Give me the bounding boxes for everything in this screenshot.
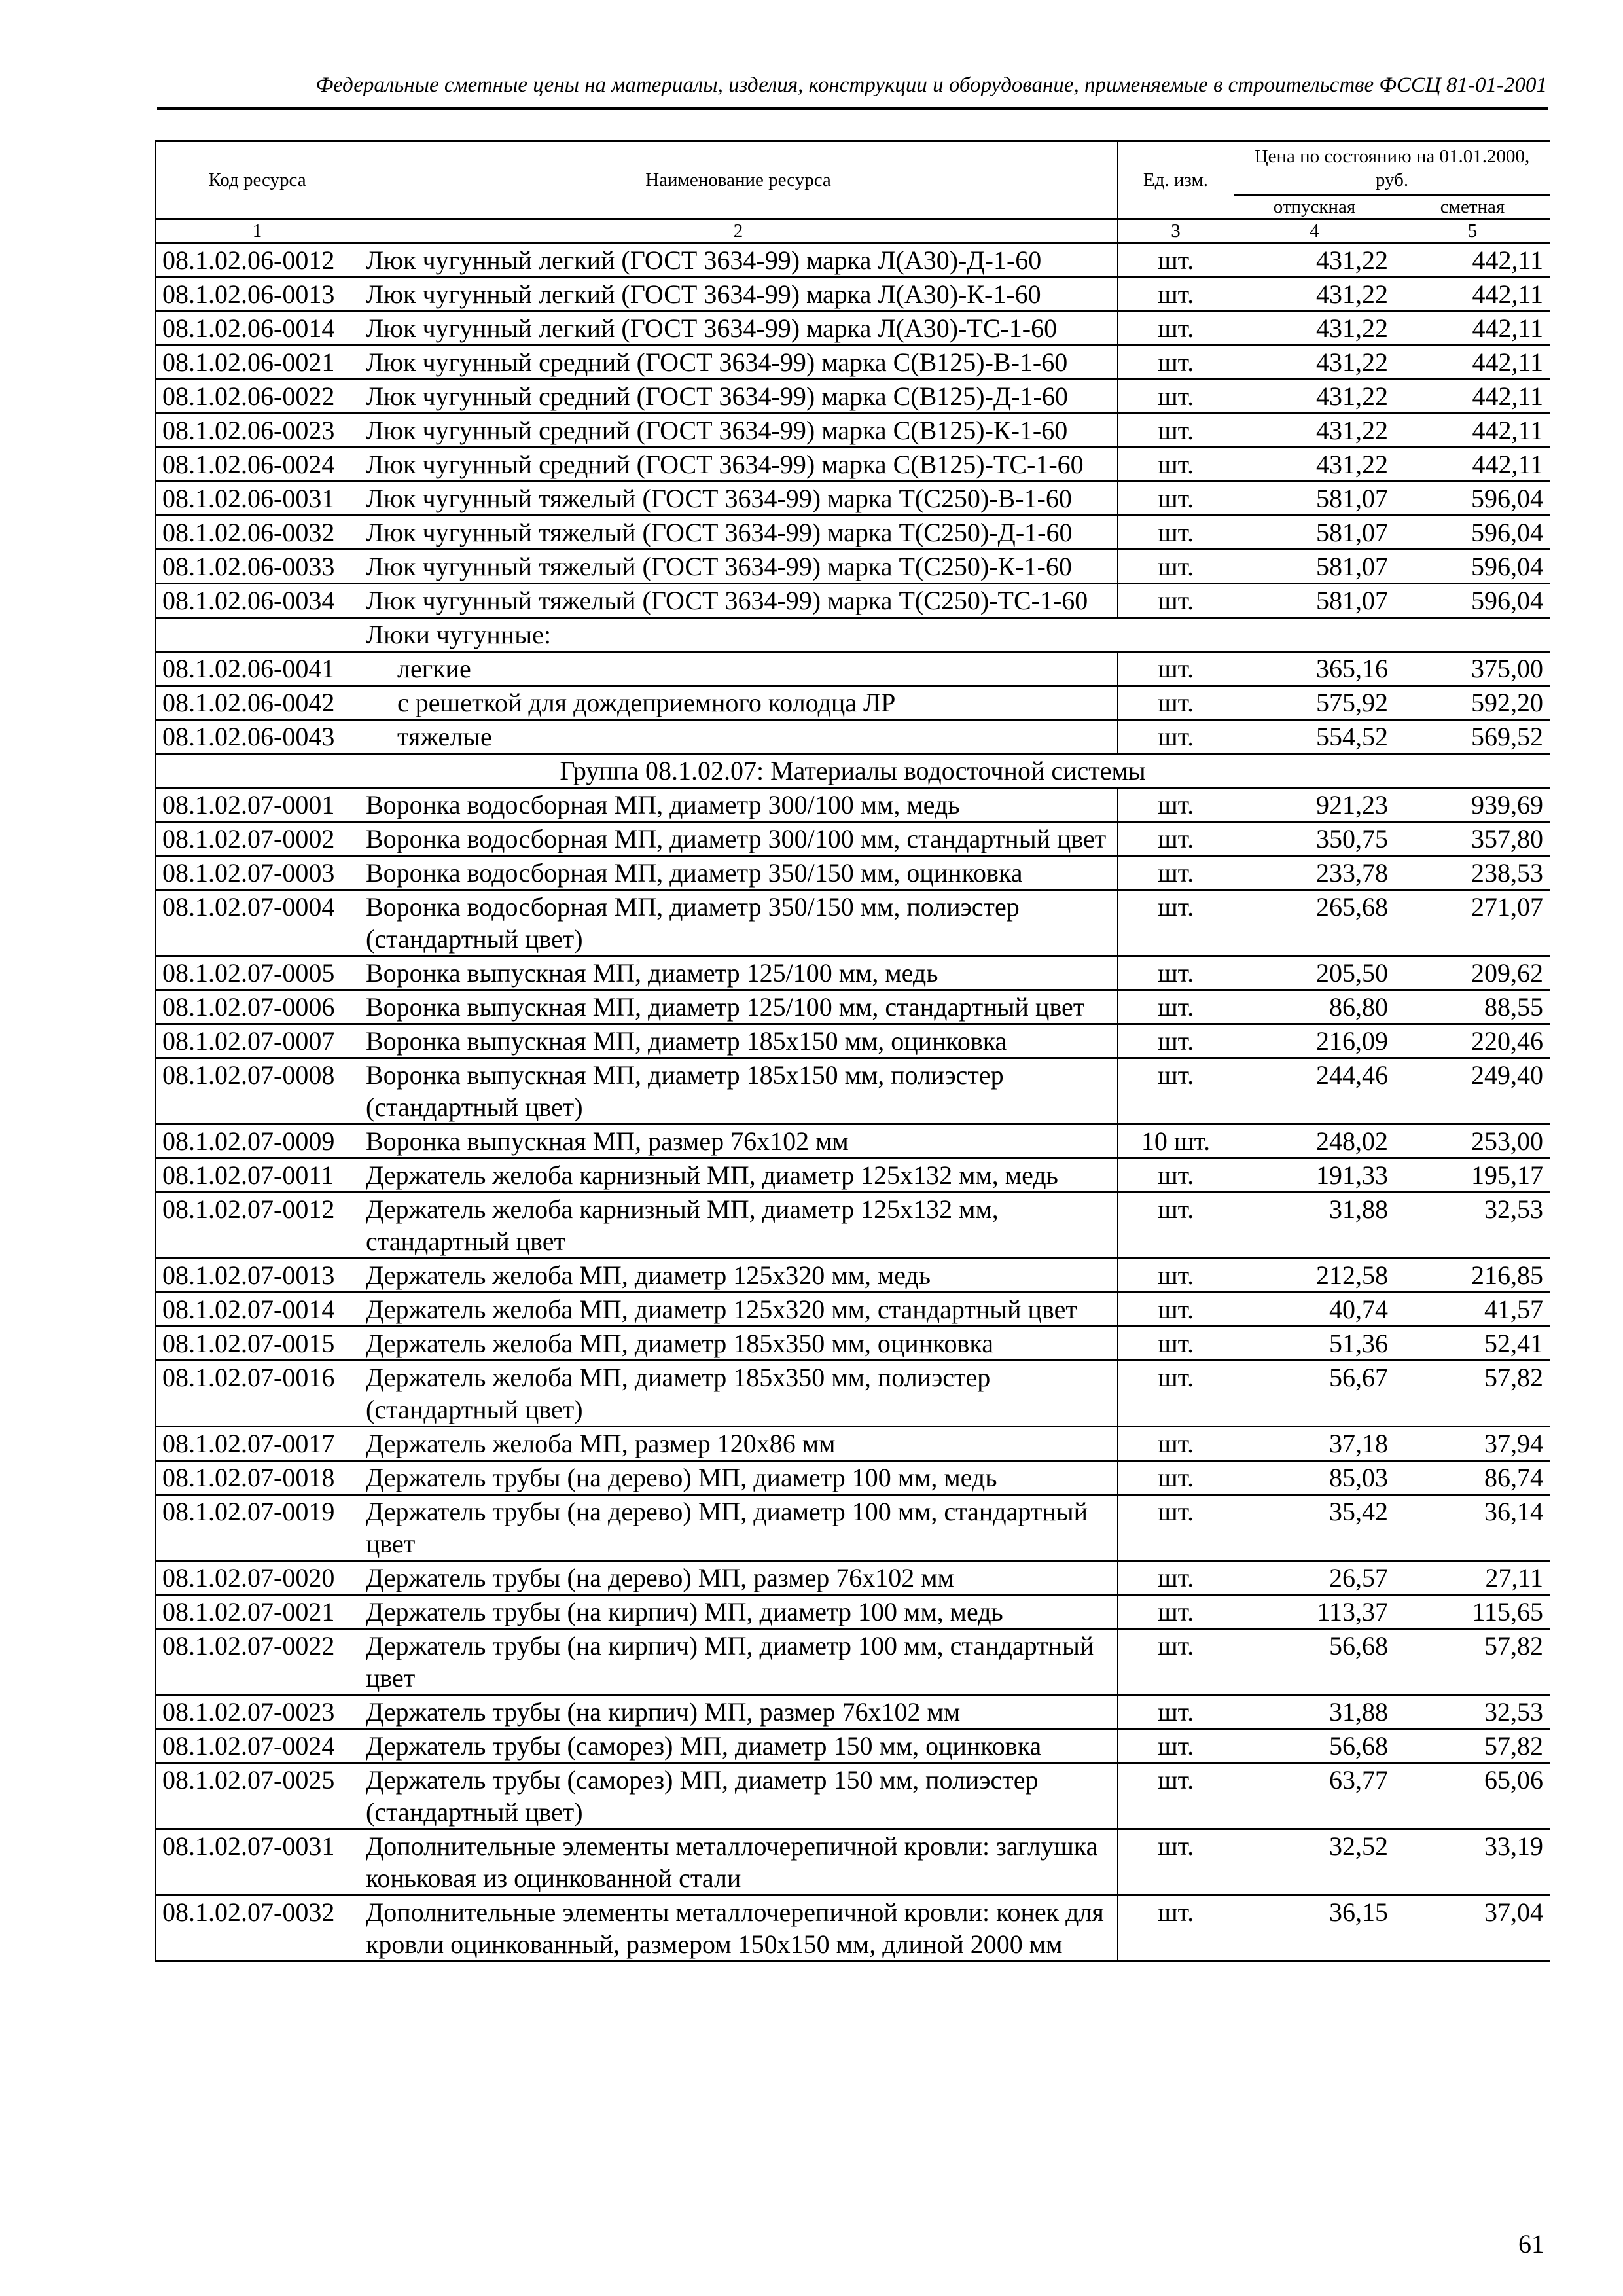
resource-name: Люк чугунный средний (ГОСТ 3634-99) марка С(В125)-В-1-60 [359,346,1118,380]
estimate-price: 32,53 [1395,1193,1550,1259]
table-row [156,1259,1550,1293]
table-row [156,1495,1550,1561]
resource-code: 08.1.02.07-0024 [156,1729,359,1763]
release-price: 554,52 [1234,720,1395,754]
unit: шт. [1118,380,1234,414]
estimate-price: 592,20 [1395,686,1550,720]
resource-name: Люк чугунный средний (ГОСТ 3634-99) марка С(В125)-К-1-60 [359,414,1118,448]
unit: шт. [1118,516,1234,550]
resource-code: 08.1.02.07-0012 [156,1193,359,1259]
resource-name: Держатель трубы (на дерево) МП, размер 76х102 мм [359,1561,1118,1595]
resource-code: 08.1.02.06-0032 [156,516,359,550]
header-unit: Ед. изм. [1118,141,1234,219]
column-numbers-row [156,219,1550,243]
estimate-price: 220,46 [1395,1024,1550,1058]
resource-code: 08.1.02.07-0005 [156,956,359,990]
resource-code: 08.1.02.07-0025 [156,1763,359,1829]
estimate-price: 442,11 [1395,278,1550,312]
table-row [156,414,1550,448]
resource-name: Держатель желоба карнизный МП, диаметр 125х132 мм, стандартный цвет [359,1193,1118,1259]
resource-code: 08.1.02.06-0021 [156,346,359,380]
estimate-price: 57,82 [1395,1361,1550,1427]
release-price: 581,07 [1234,516,1395,550]
table-row [156,956,1550,990]
resource-name: с решеткой для дождеприемного колодца ЛР [359,686,1118,720]
header-release-price: отпускная [1234,195,1395,219]
release-price: 233,78 [1234,856,1395,890]
release-price: 63,77 [1234,1763,1395,1829]
release-price: 37,18 [1234,1427,1395,1461]
unit: шт. [1118,346,1234,380]
estimate-price: 33,19 [1395,1829,1550,1895]
resource-name: Воронка водосборная МП, диаметр 350/150 мм, полиэстер (стандартный цвет) [359,890,1118,956]
resource-name: Держатель трубы (на кирпич) МП, диаметр 100 мм, стандартный цвет [359,1629,1118,1695]
estimate-price: 195,17 [1395,1158,1550,1193]
group-heading-row [156,754,1550,788]
resource-code: 08.1.02.06-0031 [156,482,359,516]
estimate-price: 209,62 [1395,956,1550,990]
unit: шт. [1118,1427,1234,1461]
table-row [156,890,1550,956]
unit: 10 шт. [1118,1124,1234,1158]
unit: шт. [1118,652,1234,686]
resource-code: 08.1.02.07-0009 [156,1124,359,1158]
table-row [156,1058,1550,1124]
table-row [156,1829,1550,1895]
resource-code: 08.1.02.07-0015 [156,1327,359,1361]
resource-code: 08.1.02.07-0020 [156,1561,359,1595]
release-price: 350,75 [1234,822,1395,856]
resource-code: 08.1.02.06-0013 [156,278,359,312]
release-price: 431,22 [1234,346,1395,380]
table-row [156,1595,1550,1629]
unit: шт. [1118,584,1234,618]
estimate-price: 939,69 [1395,788,1550,822]
resource-code: 08.1.02.07-0006 [156,990,359,1024]
unit: шт. [1118,448,1234,482]
release-price: 56,68 [1234,1729,1395,1763]
release-price: 431,22 [1234,278,1395,312]
estimate-price: 442,11 [1395,448,1550,482]
unit: шт. [1118,1695,1234,1729]
unit: шт. [1118,1361,1234,1427]
resource-code: 08.1.02.06-0012 [156,243,359,278]
table-row [156,686,1550,720]
code-cell-empty [156,618,359,652]
resource-name: Люк чугунный тяжелый (ГОСТ 3634-99) марка Т(С250)-ТС-1-60 [359,584,1118,618]
release-price: 921,23 [1234,788,1395,822]
estimate-price: 86,74 [1395,1461,1550,1495]
resource-name: Воронка выпускная МП, диаметр 125/100 мм, медь [359,956,1118,990]
table-row [156,312,1550,346]
column-number: 4 [1234,219,1395,243]
resource-name: Дополнительные элементы металлочерепичной кровли: конек для кровли оцинкованный, размером 150х150 мм, длиной 2000 мм [359,1895,1118,1962]
release-price: 191,33 [1234,1158,1395,1193]
table-row [156,516,1550,550]
estimate-price: 442,11 [1395,380,1550,414]
table-row [156,788,1550,822]
estimate-price: 57,82 [1395,1729,1550,1763]
estimate-price: 442,11 [1395,414,1550,448]
release-price: 36,15 [1234,1895,1395,1962]
unit: шт. [1118,1327,1234,1361]
resource-name: Люк чугунный средний (ГОСТ 3634-99) марка С(В125)-Д-1-60 [359,380,1118,414]
estimate-price: 375,00 [1395,652,1550,686]
table-row [156,1293,1550,1327]
resource-name: Люк чугунный легкий (ГОСТ 3634-99) марка Л(А30)-ТС-1-60 [359,312,1118,346]
release-price: 581,07 [1234,584,1395,618]
release-price: 431,22 [1234,380,1395,414]
estimate-price: 52,41 [1395,1327,1550,1361]
column-number: 2 [359,219,1118,243]
resource-name: Воронка водосборная МП, диаметр 350/150 мм, оцинковка [359,856,1118,890]
resource-name: Держатель желоба МП, диаметр 185х350 мм, оцинковка [359,1327,1118,1361]
resource-code: 08.1.02.06-0041 [156,652,359,686]
estimate-price: 253,00 [1395,1124,1550,1158]
release-price: 35,42 [1234,1495,1395,1561]
header-rule [157,107,1548,110]
unit: шт. [1118,990,1234,1024]
resource-name: Держатель трубы (на кирпич) МП, размер 76х102 мм [359,1695,1118,1729]
resource-name: тяжелые [359,720,1118,754]
unit: шт. [1118,243,1234,278]
resource-name: Люк чугунный тяжелый (ГОСТ 3634-99) марка Т(С250)-К-1-60 [359,550,1118,584]
table-row [156,584,1550,618]
estimate-price: 37,04 [1395,1895,1550,1962]
resource-name: Люк чугунный средний (ГОСТ 3634-99) марка С(В125)-ТС-1-60 [359,448,1118,482]
resource-name: Воронка выпускная МП, диаметр 185х150 мм, оцинковка [359,1024,1118,1058]
release-price: 86,80 [1234,990,1395,1024]
resource-code: 08.1.02.07-0008 [156,1058,359,1124]
resource-name: Воронка выпускная МП, диаметр 185х150 мм, полиэстер (стандартный цвет) [359,1058,1118,1124]
table-row [156,1561,1550,1595]
unit: шт. [1118,1024,1234,1058]
subheader-label: Люки чугунные: [359,618,1550,652]
estimate-price: 442,11 [1395,243,1550,278]
unit: шт. [1118,1495,1234,1561]
estimate-price: 27,11 [1395,1561,1550,1595]
release-price: 431,22 [1234,448,1395,482]
resource-code: 08.1.02.07-0031 [156,1829,359,1895]
table-row [156,1124,1550,1158]
table-row [156,448,1550,482]
table-row [156,652,1550,686]
resource-code: 08.1.02.06-0033 [156,550,359,584]
estimate-price: 41,57 [1395,1293,1550,1327]
group-heading: Группа 08.1.02.07: Материалы водосточной системы [156,754,1550,788]
release-price: 40,74 [1234,1293,1395,1327]
resource-code: 08.1.02.07-0004 [156,890,359,956]
table-row [156,1763,1550,1829]
resource-name: Люк чугунный легкий (ГОСТ 3634-99) марка Л(А30)-Д-1-60 [359,243,1118,278]
header-price: Цена по состоянию на 01.01.2000, руб. [1234,141,1550,195]
resource-code: 08.1.02.06-0043 [156,720,359,754]
resource-name: Держатель трубы (на дерево) МП, диаметр 100 мм, стандартный цвет [359,1495,1118,1561]
resource-name: Воронка выпускная МП, размер 76х102 мм [359,1124,1118,1158]
estimate-price: 596,04 [1395,482,1550,516]
table-row [156,380,1550,414]
resource-code: 08.1.02.07-0013 [156,1259,359,1293]
table-row [156,1461,1550,1495]
resource-code: 08.1.02.07-0002 [156,822,359,856]
resource-code: 08.1.02.06-0042 [156,686,359,720]
resource-code: 08.1.02.07-0001 [156,788,359,822]
resource-code: 08.1.02.07-0019 [156,1495,359,1561]
estimate-price: 357,80 [1395,822,1550,856]
resource-name: Люк чугунный тяжелый (ГОСТ 3634-99) марка Т(С250)-В-1-60 [359,482,1118,516]
price-table [155,140,1550,1962]
release-price: 581,07 [1234,482,1395,516]
release-price: 365,16 [1234,652,1395,686]
estimate-price: 88,55 [1395,990,1550,1024]
unit: шт. [1118,788,1234,822]
resource-name: легкие [359,652,1118,686]
header-name: Наименование ресурса [359,141,1118,219]
table-row [156,1629,1550,1695]
running-header: Федеральные сметные цены на материалы, изделия, конструкции и оборудование, применяемые в строительстве ФССЦ 81-01-2001 [315,73,1547,97]
release-price: 581,07 [1234,550,1395,584]
estimate-price: 569,52 [1395,720,1550,754]
table-row [156,1895,1550,1962]
unit: шт. [1118,822,1234,856]
table-row [156,278,1550,312]
release-price: 51,36 [1234,1327,1395,1361]
table-row [156,550,1550,584]
release-price: 431,22 [1234,243,1395,278]
column-number: 1 [156,219,359,243]
page-number: 61 [1518,2229,1544,2259]
table-row [156,243,1550,278]
table-row [156,720,1550,754]
column-number: 3 [1118,219,1234,243]
unit: шт. [1118,856,1234,890]
unit: шт. [1118,1058,1234,1124]
release-price: 32,52 [1234,1829,1395,1895]
unit: шт. [1118,550,1234,584]
release-price: 265,68 [1234,890,1395,956]
resource-code: 08.1.02.07-0018 [156,1461,359,1495]
resource-name: Держатель трубы (саморез) МП, диаметр 150 мм, оцинковка [359,1729,1118,1763]
resource-name: Держатель желоба МП, диаметр 125х320 мм, медь [359,1259,1118,1293]
unit: шт. [1118,1293,1234,1327]
unit: шт. [1118,1193,1234,1259]
estimate-price: 596,04 [1395,516,1550,550]
release-price: 26,57 [1234,1561,1395,1595]
resource-code: 08.1.02.07-0003 [156,856,359,890]
table-row [156,822,1550,856]
unit: шт. [1118,278,1234,312]
table-row [156,1695,1550,1729]
table-row [156,1729,1550,1763]
release-price: 575,92 [1234,686,1395,720]
estimate-price: 36,14 [1395,1495,1550,1561]
resource-code: 08.1.02.06-0024 [156,448,359,482]
resource-name: Держатель трубы (саморез) МП, диаметр 150 мм, полиэстер (стандартный цвет) [359,1763,1118,1829]
estimate-price: 57,82 [1395,1629,1550,1695]
table-row [156,1024,1550,1058]
subheader-row [156,618,1550,652]
resource-code: 08.1.02.07-0021 [156,1595,359,1629]
estimate-price: 249,40 [1395,1058,1550,1124]
estimate-price: 37,94 [1395,1427,1550,1461]
estimate-price: 65,06 [1395,1763,1550,1829]
release-price: 212,58 [1234,1259,1395,1293]
resource-code: 08.1.02.07-0007 [156,1024,359,1058]
estimate-price: 596,04 [1395,584,1550,618]
estimate-price: 596,04 [1395,550,1550,584]
unit: шт. [1118,1561,1234,1595]
resource-code: 08.1.02.07-0022 [156,1629,359,1695]
table-row [156,1158,1550,1193]
estimate-price: 442,11 [1395,312,1550,346]
resource-name: Дополнительные элементы металлочерепичной кровли: заглушка коньковая из оцинкованной стали [359,1829,1118,1895]
header-code: Код ресурса [156,141,359,219]
resource-code: 08.1.02.06-0034 [156,584,359,618]
release-price: 85,03 [1234,1461,1395,1495]
unit: шт. [1118,1895,1234,1962]
release-price: 56,68 [1234,1629,1395,1695]
resource-code: 08.1.02.07-0017 [156,1427,359,1461]
resource-code: 08.1.02.07-0011 [156,1158,359,1193]
release-price: 205,50 [1234,956,1395,990]
release-price: 216,09 [1234,1024,1395,1058]
resource-code: 08.1.02.07-0014 [156,1293,359,1327]
unit: шт. [1118,312,1234,346]
estimate-price: 32,53 [1395,1695,1550,1729]
resource-name: Люк чугунный легкий (ГОСТ 3634-99) марка Л(А30)-К-1-60 [359,278,1118,312]
unit: шт. [1118,720,1234,754]
resource-code: 08.1.02.07-0016 [156,1361,359,1427]
resource-name: Люк чугунный тяжелый (ГОСТ 3634-99) марка Т(С250)-Д-1-60 [359,516,1118,550]
resource-name: Держатель желоба карнизный МП, диаметр 125х132 мм, медь [359,1158,1118,1193]
resource-code: 08.1.02.06-0014 [156,312,359,346]
release-price: 31,88 [1234,1695,1395,1729]
unit: шт. [1118,1629,1234,1695]
unit: шт. [1118,482,1234,516]
release-price: 113,37 [1234,1595,1395,1629]
unit: шт. [1118,1829,1234,1895]
resource-code: 08.1.02.06-0023 [156,414,359,448]
release-price: 56,67 [1234,1361,1395,1427]
resource-name: Держатель желоба МП, диаметр 185х350 мм, полиэстер (стандартный цвет) [359,1361,1118,1427]
resource-code: 08.1.02.07-0032 [156,1895,359,1962]
table-row [156,482,1550,516]
unit: шт. [1118,686,1234,720]
release-price: 248,02 [1234,1124,1395,1158]
unit: шт. [1118,890,1234,956]
release-price: 431,22 [1234,312,1395,346]
resource-name: Воронка выпускная МП, диаметр 125/100 мм, стандартный цвет [359,990,1118,1024]
table-row [156,1427,1550,1461]
resource-name: Держатель желоба МП, размер 120х86 мм [359,1427,1118,1461]
table-row [156,346,1550,380]
release-price: 431,22 [1234,414,1395,448]
release-price: 31,88 [1234,1193,1395,1259]
unit: шт. [1118,1158,1234,1193]
unit: шт. [1118,1595,1234,1629]
unit: шт. [1118,1729,1234,1763]
table-row [156,990,1550,1024]
unit: шт. [1118,956,1234,990]
table-row [156,1327,1550,1361]
unit: шт. [1118,1461,1234,1495]
resource-code: 08.1.02.07-0023 [156,1695,359,1729]
resource-code: 08.1.02.06-0022 [156,380,359,414]
header-estimate-price: сметная [1395,195,1550,219]
resource-name: Воронка водосборная МП, диаметр 300/100 мм, стандартный цвет [359,822,1118,856]
resource-name: Держатель трубы (на дерево) МП, диаметр 100 мм, медь [359,1461,1118,1495]
table-row [156,1361,1550,1427]
table-row [156,856,1550,890]
table-row [156,1193,1550,1259]
resource-name: Воронка водосборная МП, диаметр 300/100 мм, медь [359,788,1118,822]
unit: шт. [1118,1259,1234,1293]
unit: шт. [1118,1763,1234,1829]
estimate-price: 238,53 [1395,856,1550,890]
estimate-price: 271,07 [1395,890,1550,956]
release-price: 244,46 [1234,1058,1395,1124]
resource-name: Держатель трубы (на кирпич) МП, диаметр 100 мм, медь [359,1595,1118,1629]
estimate-price: 442,11 [1395,346,1550,380]
column-number: 5 [1395,219,1550,243]
estimate-price: 216,85 [1395,1259,1550,1293]
resource-name: Держатель желоба МП, диаметр 125х320 мм, стандартный цвет [359,1293,1118,1327]
estimate-price: 115,65 [1395,1595,1550,1629]
unit: шт. [1118,414,1234,448]
